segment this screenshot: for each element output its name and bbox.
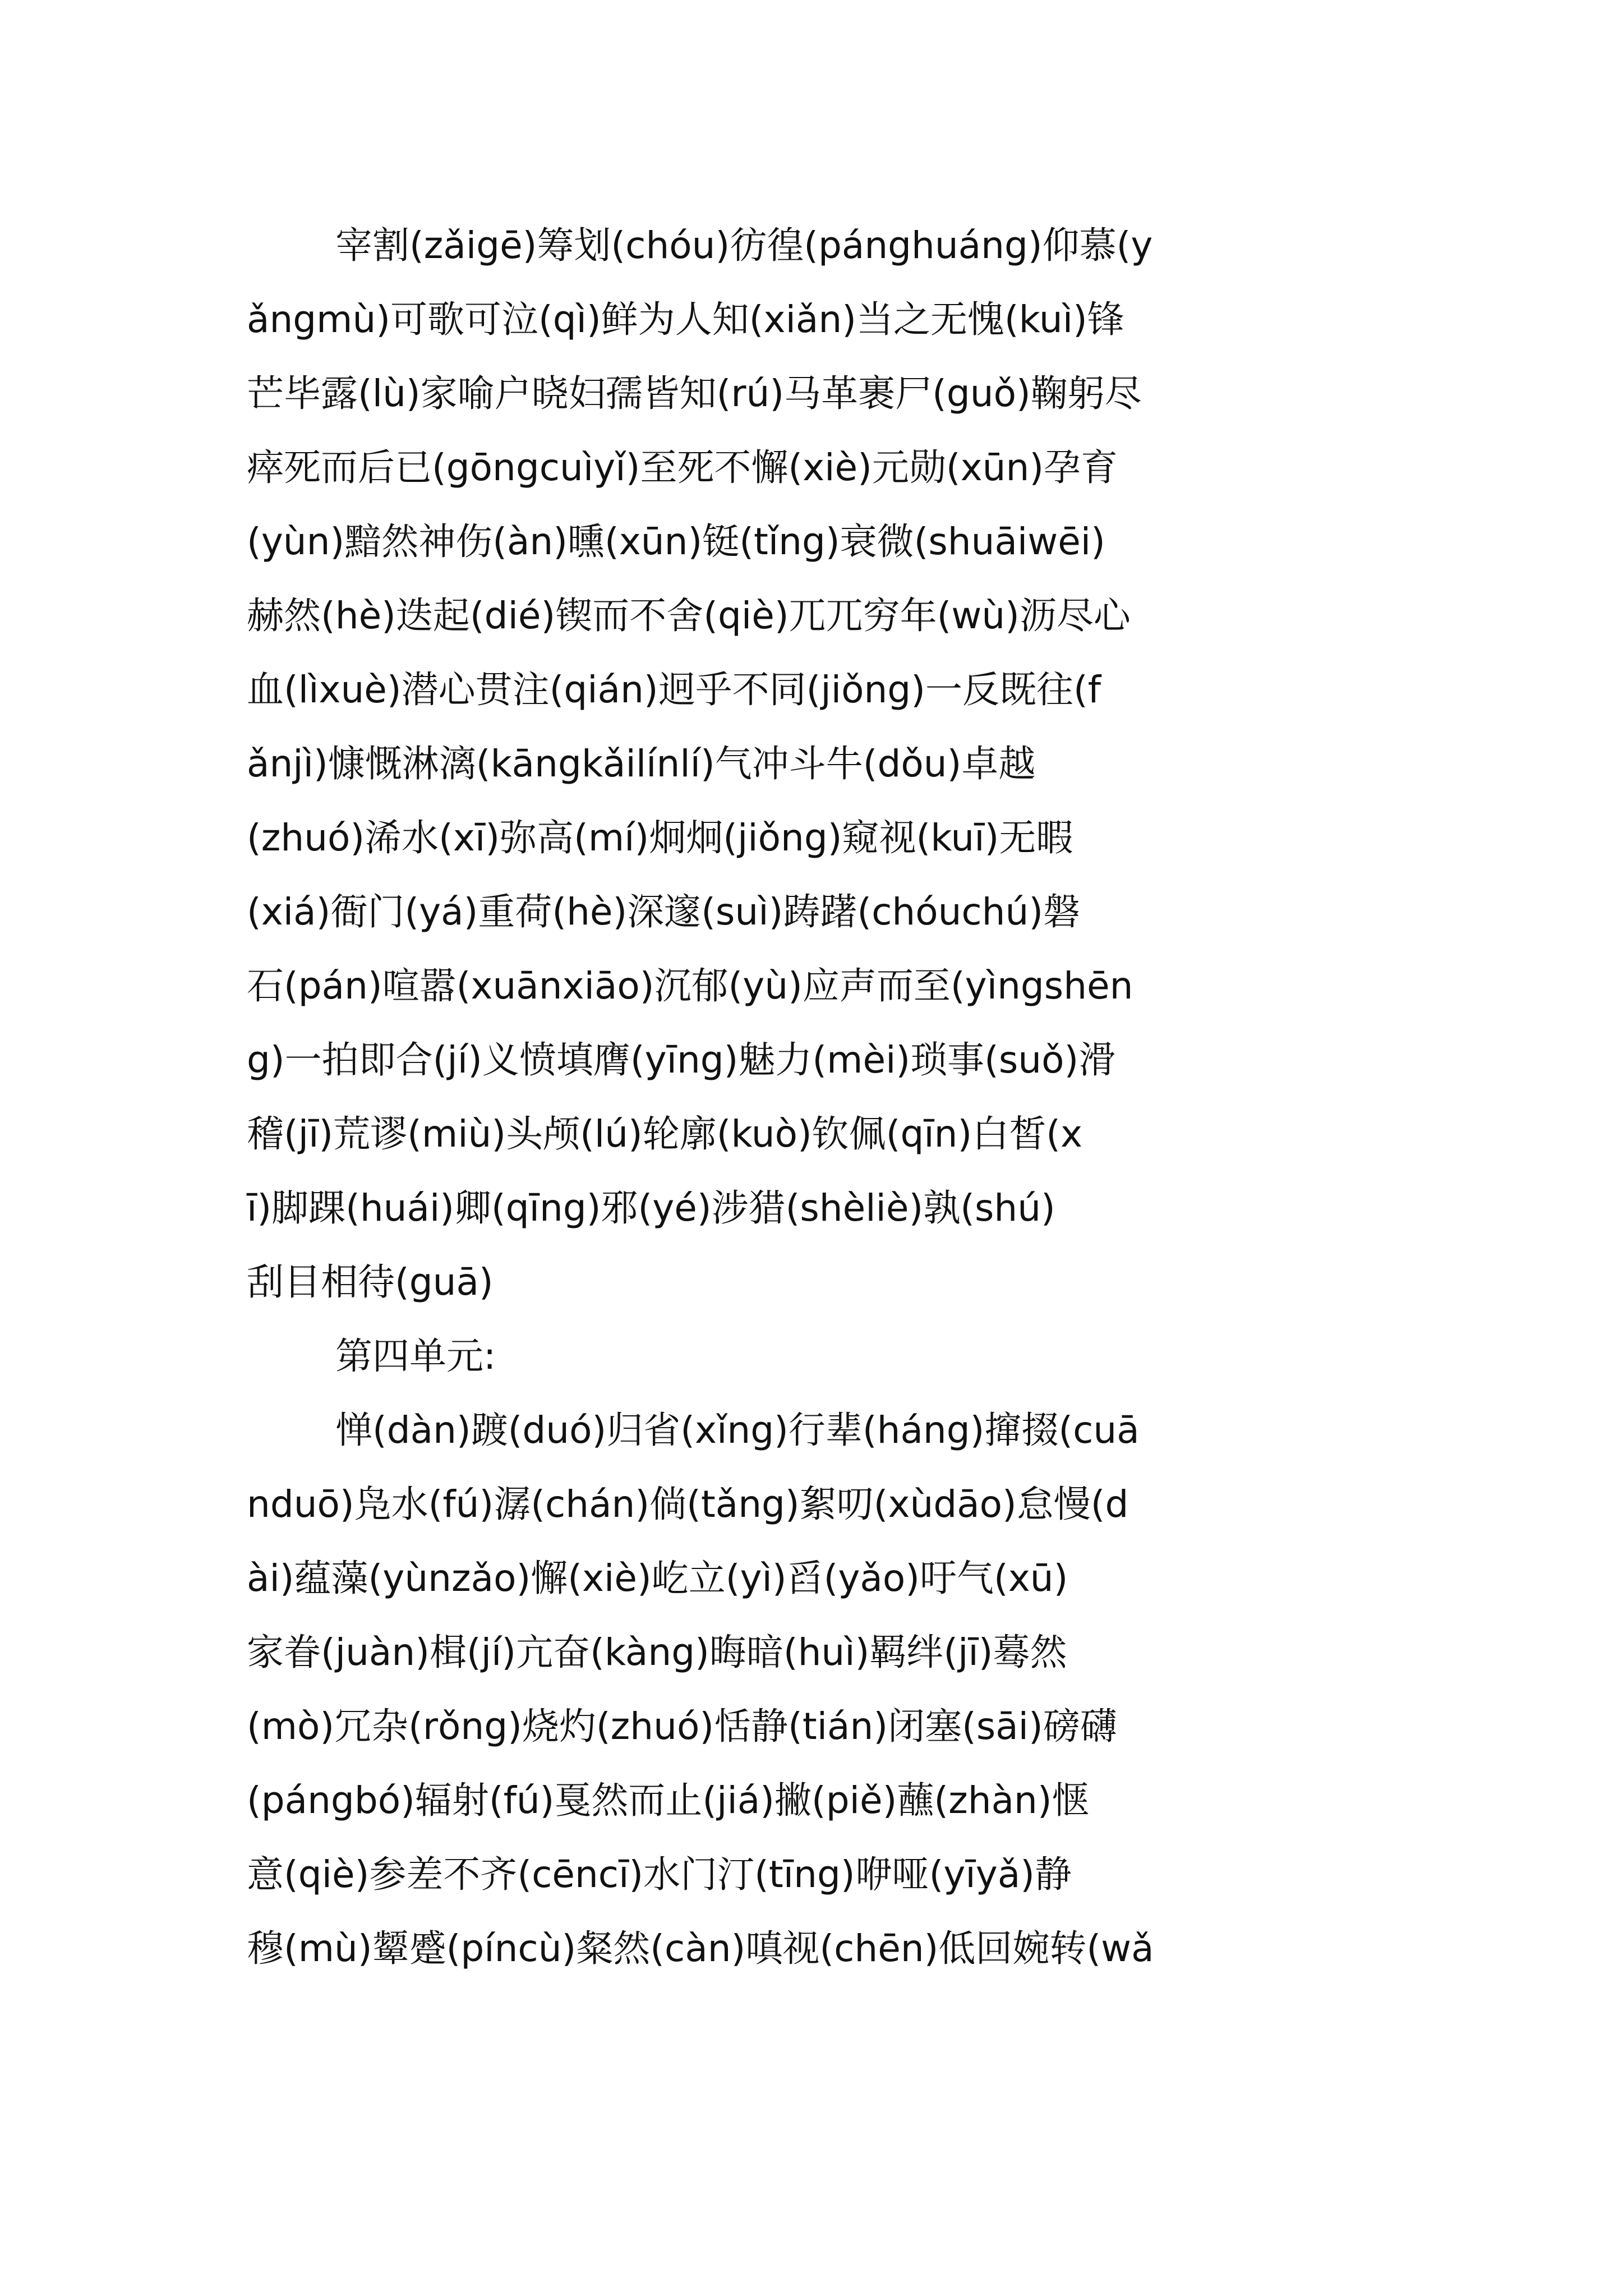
text-line: 赫然(hè)迭起(dié)锲而不舍(qiè)兀兀穷年(wù)沥尽心 (247, 594, 1131, 637)
text-line: 刮目相待(guā) (247, 1260, 494, 1304)
text-line: ǎngmù)可歌可泣(qì)鲜为人知(xiǎn)当之无愧(kuì)锋 (247, 298, 1124, 341)
text-line: (yùn)黯然神伤(àn)曛(xūn)铤(tǐng)衰微(shuāiwēi) (247, 520, 1105, 563)
text-line: 稽(jī)荒谬(miù)头颅(lú)轮廓(kuò)钦佩(qīn)白皙(x (247, 1112, 1083, 1156)
text-line: 血(lìxuè)潜心贯注(qián)迥乎不同(jiǒng)一反既往(f (247, 668, 1101, 711)
text-line: 惮(dàn)踱(duó)归省(xǐng)行辈(háng)撺掇(cuā (335, 1409, 1140, 1452)
text-line: (pángbó)辐射(fú)戛然而止(jiá)撇(piě)蘸(zhàn)惬 (247, 1779, 1089, 1822)
text-line: 瘁死而后已(gōngcuìyǐ)至死不懈(xiè)元勋(xūn)孕育 (247, 446, 1118, 489)
text-line: 芒毕露(lù)家喻户晓妇孺皆知(rú)马革裹尸(guǒ)鞠躬尽 (247, 372, 1142, 415)
text-line: (xiá)衙门(yá)重荷(hè)深邃(suì)踌躇(chóuchú)磐 (247, 890, 1081, 933)
text-line: (mò)冗杂(rǒng)烧灼(zhuó)恬静(tián)闭塞(sāi)磅礴 (247, 1705, 1117, 1748)
text-line: 石(pán)喧嚣(xuānxiāo)沉郁(yù)应声而至(yìngshēn (247, 964, 1133, 1007)
text-line: 家眷(juàn)楫(jí)亢奋(kàng)晦暗(huì)羁绊(jī)蓦然 (247, 1631, 1067, 1674)
text-line: g)一拍即合(jí)义愤填膺(yīng)魅力(mèi)琐事(suǒ)滑 (247, 1038, 1116, 1082)
text-line: (zhuó)浠水(xī)弥高(mí)炯炯(jiǒng)窥视(kuī)无暇 (247, 816, 1073, 859)
text-line: 宰割(zǎigē)筹划(chóu)彷徨(pánghuáng)仰慕(y (335, 224, 1153, 267)
text-line: 穆(mù)颦蹙(píncù)粲然(càn)嗔视(chēn)低回婉转(wǎ (247, 1927, 1154, 1970)
text-line: ī)脚踝(huái)卿(qīng)邪(yé)涉猎(shèliè)孰(shú) (247, 1186, 1055, 1230)
section-heading: 第四单元: (335, 1335, 496, 1378)
text-line: ǎnjì)慷慨淋漓(kāngkǎilínlí)气冲斗牛(dǒu)卓越 (247, 742, 1036, 785)
text-line: ài)蕴藻(yùnzǎo)懈(xiè)屹立(yì)舀(yǎo)吁气(xū) (247, 1557, 1068, 1600)
text-line: nduō)凫水(fú)潺(chán)倘(tǎng)絮叨(xùdāo)怠慢(d (247, 1483, 1129, 1526)
text-line: 意(qiè)参差不齐(cēncī)水门汀(tīng)咿哑(yīyǎ)静 (247, 1853, 1072, 1896)
